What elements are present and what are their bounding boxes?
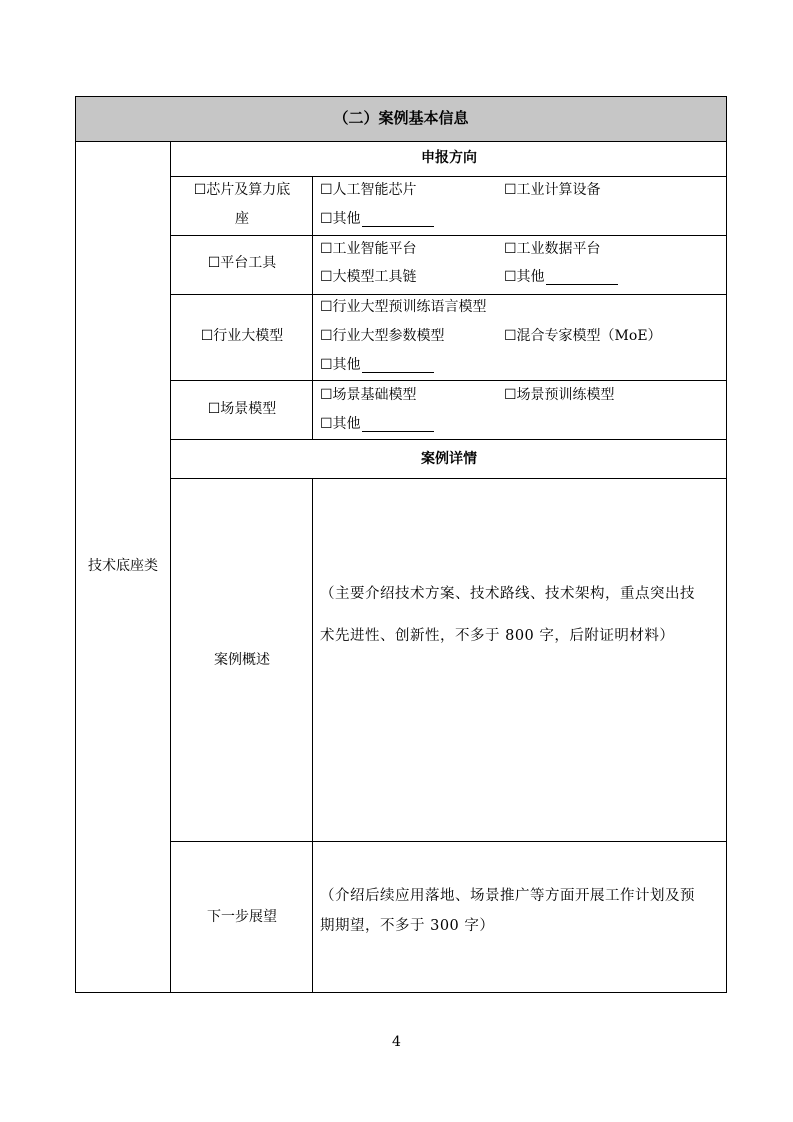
- category-label: 技术底座类: [88, 558, 158, 574]
- outlook-label: 下一步展望: [207, 909, 277, 925]
- row-scene-model-label[interactable]: ☐场景模型: [207, 401, 277, 417]
- row-chip-label-line2: 座: [235, 211, 249, 227]
- opt-scene-base-model[interactable]: ☐场景基础模型: [320, 387, 417, 403]
- opt-industrial-ai-platform[interactable]: ☐工业智能平台: [320, 241, 417, 257]
- opt-moe-model[interactable]: ☐混合专家模型（MoE）: [504, 328, 662, 344]
- opt-scene-pretrained-model[interactable]: ☐场景预训练模型: [504, 387, 615, 403]
- other-blank[interactable]: [362, 417, 434, 432]
- info-table: [75, 96, 727, 993]
- other-blank[interactable]: [546, 270, 618, 285]
- section-title: （二）案例基本信息: [333, 109, 469, 127]
- opt-industrial-data-platform[interactable]: ☐工业数据平台: [504, 241, 601, 257]
- opt-scene-other[interactable]: ☐其他: [320, 414, 434, 434]
- detail-header: 案例详情: [421, 451, 477, 467]
- row-platform-label[interactable]: ☐平台工具: [207, 255, 277, 271]
- row-industry-model-label[interactable]: ☐行业大模型: [200, 328, 284, 344]
- other-blank[interactable]: [362, 358, 434, 373]
- opt-industry-param-model[interactable]: ☐行业大型参数模型: [320, 328, 445, 344]
- outlook-text[interactable]: （介绍后续应用落地、场景推广等方面开展工作计划及预 期期望，不多于 300 字）: [320, 888, 695, 934]
- opt-chip-other[interactable]: ☐其他: [320, 209, 434, 229]
- overview-label: 案例概述: [214, 652, 270, 668]
- opt-industry-pretrained-lm[interactable]: ☐行业大型预训练语言模型: [320, 299, 487, 315]
- opt-llm-toolchain[interactable]: ☐大模型工具链: [320, 269, 417, 285]
- overview-text[interactable]: （主要介绍技术方案、技术路线、技术架构，重点突出技 术先进性、创新性，不多于 800 字，后附证明材料）: [320, 586, 695, 644]
- row-chip-label-line1[interactable]: ☐芯片及算力底: [193, 182, 291, 198]
- opt-ai-chip[interactable]: ☐人工智能芯片: [320, 182, 417, 198]
- direction-header: 申报方向: [421, 150, 477, 166]
- other-blank[interactable]: [362, 212, 434, 227]
- opt-industrial-computing[interactable]: ☐工业计算设备: [504, 182, 601, 198]
- page-number: 4: [392, 1034, 401, 1050]
- opt-industry-other[interactable]: ☐其他: [320, 355, 434, 375]
- opt-platform-other[interactable]: ☐其他: [504, 267, 618, 287]
